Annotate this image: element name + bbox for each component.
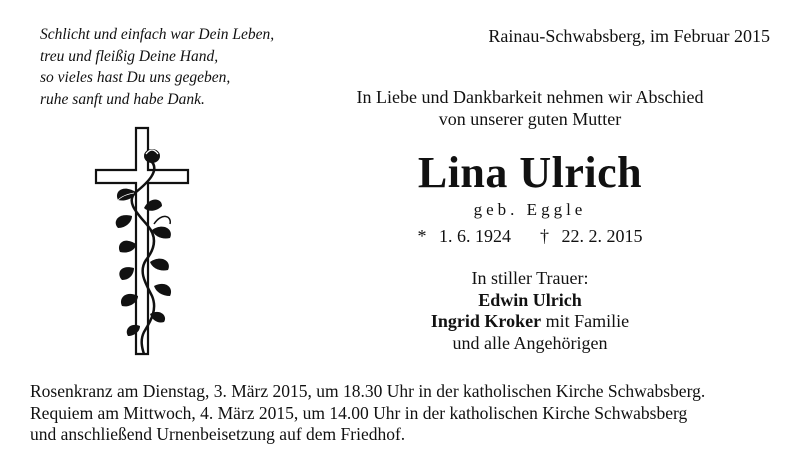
place-date: Rainau-Schwabsberg, im Februar 2015 — [488, 26, 770, 46]
life-dates — [300, 226, 760, 247]
service-line: Requiem am Mittwoch, 4. März 2015, um 14.00 Uhr in der katholischen Kirche Schwabsberg — [30, 402, 688, 423]
mourner-name: Edwin Ulrich — [478, 289, 582, 310]
deceased-name: Lina Ulrich — [417, 148, 643, 197]
poem-line: treu und fleißig Deine Hand, — [40, 47, 219, 65]
mourners — [300, 268, 760, 354]
poem-line: so vieles hast Du uns gegeben, — [40, 69, 231, 86]
born-date: 1. 6. 1924 — [439, 226, 511, 246]
poem-line: Schlicht und einfach war Dein Leben, — [40, 26, 275, 43]
mourners-heading: In stiller Trauer: — [471, 268, 589, 288]
mourner-suffix: mit Familie — [541, 311, 630, 331]
intro-line: von unserer guten Mutter — [438, 109, 622, 129]
service-line: Rosenkranz am Dienstag, 3. März 2015, um 18.30 Uhr in der katholischen Kirche Schwabsberg. — [30, 381, 706, 401]
intro-text — [300, 86, 760, 130]
cross-with-rose-vine-icon — [88, 126, 198, 356]
intro-line: In Liebe und Dankbarkeit nehmen wir Abschied — [356, 87, 704, 107]
mourners-others: und alle Angehörigen — [452, 332, 608, 353]
died-symbol: † — [540, 226, 549, 246]
poem — [40, 24, 274, 110]
birth-name: geb. Eggle — [473, 200, 587, 219]
service-info — [30, 381, 705, 446]
born-symbol: * — [417, 226, 427, 246]
service-line: und anschließend Urnenbeisetzung auf dem Friedhof. — [30, 424, 406, 444]
died-date: 22. 2. 2015 — [561, 226, 643, 246]
poem-line: ruhe sanft und habe Dank. — [40, 90, 205, 108]
mourner-name: Ingrid Kroker — [430, 311, 542, 331]
